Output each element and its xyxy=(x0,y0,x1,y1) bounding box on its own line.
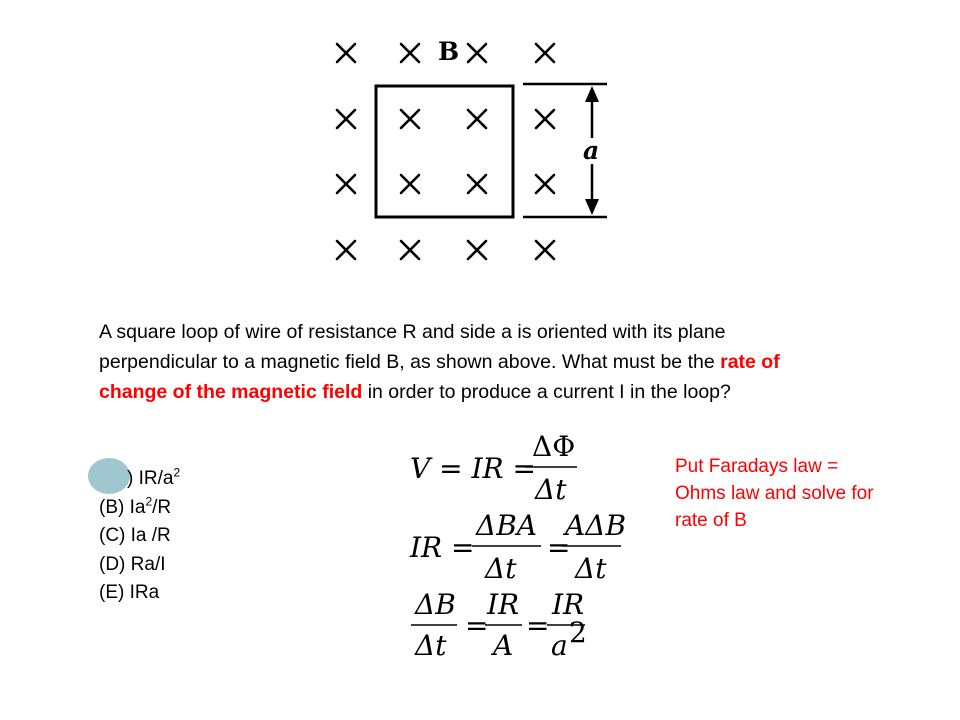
hint-note: Put Faradays law = Ohms law and solve for rate of B xyxy=(675,456,874,531)
question-text-start: A square loop of wire of resistance R and side a is oriented with its plane perpendicular to a magnetic field B, as shown above. What must be the xyxy=(99,321,726,373)
question-highlight: rate of change of the magnetic field xyxy=(99,351,780,403)
eq2-numerator-1: ΔBA xyxy=(476,509,538,542)
field-cross-icon xyxy=(401,44,419,62)
eq3-numerator-1: ΔB xyxy=(415,588,456,621)
eq2-denominator-1: Δt xyxy=(485,552,517,585)
field-cross-icon xyxy=(337,241,355,259)
choice-b[interactable]: (B) Ia$^2$/R xyxy=(99,494,172,518)
field-label: B xyxy=(438,37,460,66)
eq1-denominator: Δt xyxy=(535,473,567,506)
eq2-denominator-2: Δt xyxy=(575,552,607,585)
eq3-equals-1: = xyxy=(465,609,489,642)
eq3-denominator-2: A xyxy=(493,629,514,662)
field-cross-icon xyxy=(536,110,554,128)
eq3-numerator-3: IR xyxy=(552,588,585,621)
eq3-denominator-3-exponent: 2 xyxy=(569,616,587,649)
dimension-arrow-up xyxy=(585,86,599,102)
field-cross-icon xyxy=(401,110,419,128)
field-crosses xyxy=(337,44,554,259)
eq3-denominator-3: a xyxy=(551,629,568,662)
eq3-equals-2: = xyxy=(526,609,550,642)
choice-d[interactable]: (D) Ra/I xyxy=(99,553,166,575)
eq2-lhs: IR = xyxy=(410,531,475,564)
eq2-numerator-2: AΔB xyxy=(565,509,627,542)
choice-e[interactable]: (E) IRa xyxy=(99,582,160,603)
dimension-arrow-down xyxy=(585,199,599,215)
field-cross-icon xyxy=(536,241,554,259)
solution-equations xyxy=(405,425,645,670)
wire-loop xyxy=(376,86,513,217)
field-cross-icon xyxy=(536,175,554,193)
eq2-equals: = xyxy=(547,531,571,564)
eq1-lhs: V = IR = xyxy=(410,452,536,485)
side-label: a xyxy=(583,136,600,165)
loop-field-figure xyxy=(0,0,960,300)
eq1-numerator: ΔΦ xyxy=(532,430,576,463)
question-text xyxy=(99,317,839,407)
field-cross-icon xyxy=(468,241,486,259)
choice-c[interactable]: (C) Ia /R xyxy=(99,525,171,546)
field-cross-icon xyxy=(468,110,486,128)
field-cross-icon xyxy=(468,175,486,193)
field-cross-icon xyxy=(337,110,355,128)
field-cross-icon xyxy=(401,241,419,259)
field-cross-icon xyxy=(401,175,419,193)
answer-choices xyxy=(99,465,180,608)
eq3-numerator-2: IR xyxy=(487,588,520,621)
field-cross-icon xyxy=(337,44,355,62)
field-cross-icon xyxy=(468,44,486,62)
field-cross-icon xyxy=(337,175,355,193)
question-text-end: in order to produce a current I in the loop? xyxy=(362,381,731,403)
field-cross-icon xyxy=(536,44,554,62)
choice-a[interactable]: ) $IR/a^2$ xyxy=(127,465,181,489)
eq3-denominator-1: Δt xyxy=(415,629,447,662)
